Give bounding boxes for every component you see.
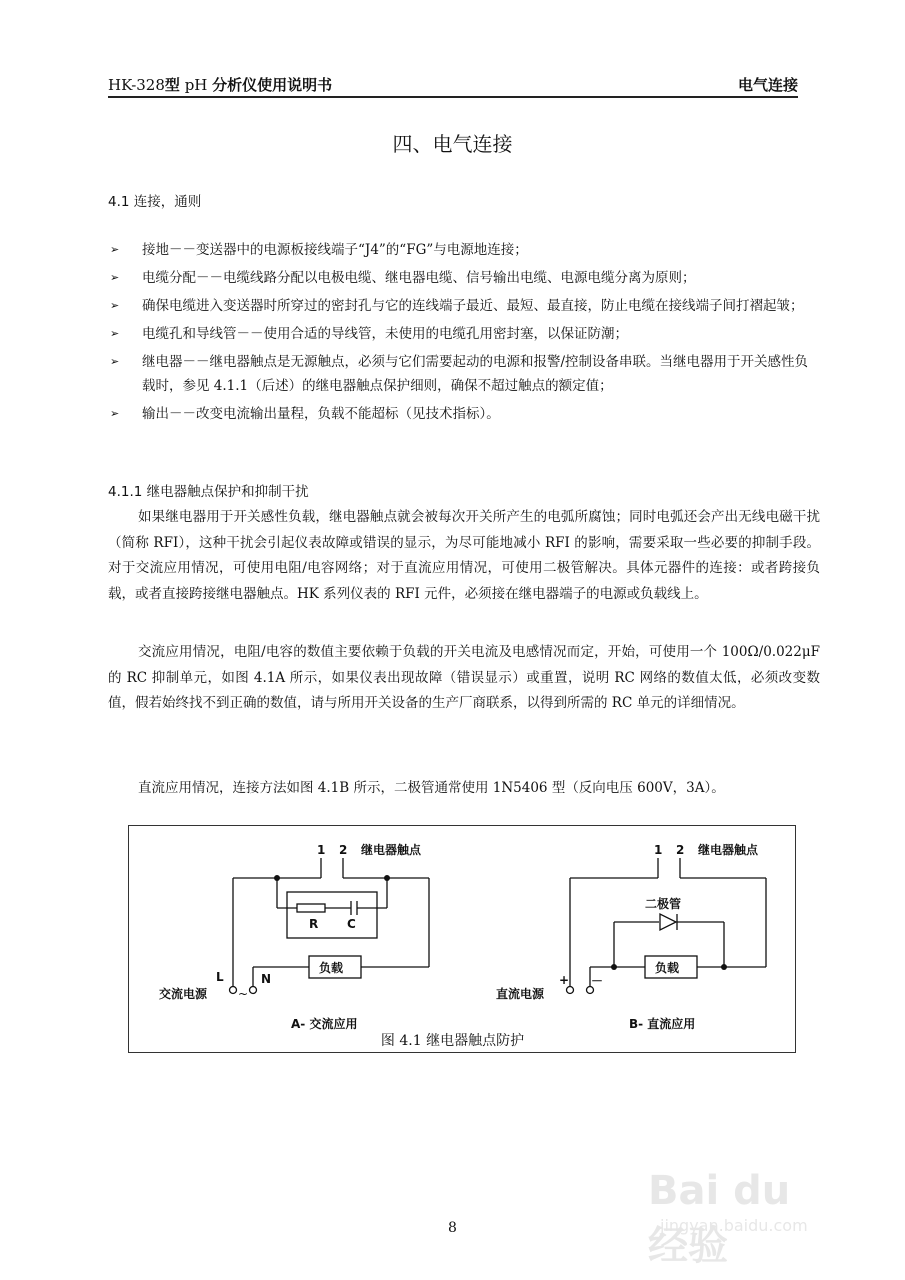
list-item [110,402,810,426]
page-number: 8 [448,1220,457,1236]
list-item [110,238,810,262]
header-ph: pH [179,76,213,94]
header-document-title [108,74,332,95]
header-rule [108,96,798,98]
fig-a-relay-label: 继电器触点 [361,843,422,857]
paragraph-rfi: 如果继电器用于开关感性负载，继电器触点就会被每次开关所产生的电弧所腐蚀；同时电弧还会产出无线电磁干扰（简称 RFI），这种干扰会引起仪表故障或错误的显示，为尽可能地减小 RFI 的影响，需要采取一些必要的抑制手段。对于交流应用情况，可使用电阻/电容网络；对于直流应用情况，可使用二极管解决。具体元器件的连接：或者跨接负载，或者直接跨接继电器触点。HK 系列仪表的 RFI 元件，必须接在继电器端子的电源或负载线上。 [108,509,820,602]
fig-b-caption: B- 直流应用 [629,1017,696,1031]
list-item-text: 继电器－－继电器触点是无源触点，必须与它们需要起动的电源和报警/控制设备串联。当继电器用于开关感性负载时，参见 4.1.1（后述）的继电器触点保护细则，确保不超过触点的额定值； [142,354,809,394]
figure-4-1 [128,825,796,1053]
section-heading-4-1: 4.1 连接，通则 [108,194,202,210]
list-item [110,322,810,346]
fig-b-plus: + [559,973,570,987]
header-type: 型 [164,76,180,94]
arrow-bullet-icon: ➢ [110,299,120,312]
fig-b-load-label: 负载 [655,961,680,975]
arrow-bullet-icon: ➢ [110,407,120,420]
arrow-bullet-icon: ➢ [110,243,120,256]
paragraph-ac: 交流应用情况，电阻/电容的数值主要依赖于负载的开关电流及电感情况而定，开始，可使用一个 100Ω/0.022μF 的 RC 抑制单元，如图 4.1A 所示，如果仪表出现故障（错误显示）或重置，说明 RC 网络的数值太低，必须改变数值，假若始终找不到正确的数值，请与所用开关设备的生产厂商联系，以得到所需的 RC 单元的详细情况。 [108,644,820,711]
baidu-watermark [640,1150,840,1269]
list-item-text: 输出－－改变电流输出量程，负载不能超标（见技术指标）。 [142,406,500,422]
bullet-list [110,238,810,430]
section-heading-4-1-1: 4.1.1 继电器触点保护和抑制干扰 [108,484,309,500]
fig-a-pin1: 1 [317,843,326,857]
list-item [110,266,810,290]
fig-b-pin2: 2 [676,843,685,857]
fig-b-relay-label: 继电器触点 [698,843,759,857]
list-item [110,294,810,318]
arrow-bullet-icon: ➢ [110,271,120,284]
fig-a-load-label: 负载 [319,961,344,975]
page-header [108,74,798,96]
fig-a-l-label: L [216,970,224,984]
fig-a-caption: A- 交流应用 [291,1017,358,1031]
arrow-bullet-icon: ➢ [110,327,120,340]
chapter-title: 四、电气连接 [392,132,513,156]
fig-b-minus: － [591,974,604,988]
paragraph-dc: 直流应用情况，连接方法如图 4.1B 所示，二极管通常使用 1N5406 型（反向电压 600V，3A）。 [138,780,725,796]
arrow-bullet-icon: ➢ [110,355,120,368]
fig-a-r-label: R [309,917,319,931]
fig-b-source-label: 直流电源 [496,987,545,1001]
header-title: 分析仪使用说明书 [212,76,333,94]
fig-a-c-label: C [347,917,356,931]
fig-a-n-label: N [261,972,272,986]
fig-b-pin1: 1 [654,843,663,857]
list-item-text: 电缆分配－－电缆线路分配以电极电缆、继电器电缆、信号输出电缆、电源电缆分离为原则； [142,270,696,286]
list-item-text: 接地－－变送器中的电源板接线端子“J4”的“FG”与电源地连接； [142,242,528,258]
fig-b-diode-label: 二极管 [645,897,682,911]
circuit-diagrams [129,826,797,1054]
header-model: HK-328 [108,76,165,94]
fig-a-source-label: 交流电源 [159,987,208,1001]
fig-a-tilde: ~ [238,987,249,1001]
watermark-brand: Bai du 经验 [648,1168,791,1269]
list-item-text: 确保电缆进入变送器时所穿过的密封孔与它的连线端子最近、最短、最直接，防止电缆在接线端子间打褶起皱； [142,298,804,314]
watermark-url: jingyan.baidu.com [660,1216,808,1235]
figure-caption: 图 4.1 继电器触点防护 [380,1033,525,1049]
fig-a-pin2: 2 [339,843,348,857]
list-item-text: 电缆孔和导线管－－使用合适的导线管，未使用的电缆孔用密封塞，以保证防潮； [142,326,628,342]
list-item [110,350,810,398]
header-chapter: 电气连接 [737,76,798,94]
